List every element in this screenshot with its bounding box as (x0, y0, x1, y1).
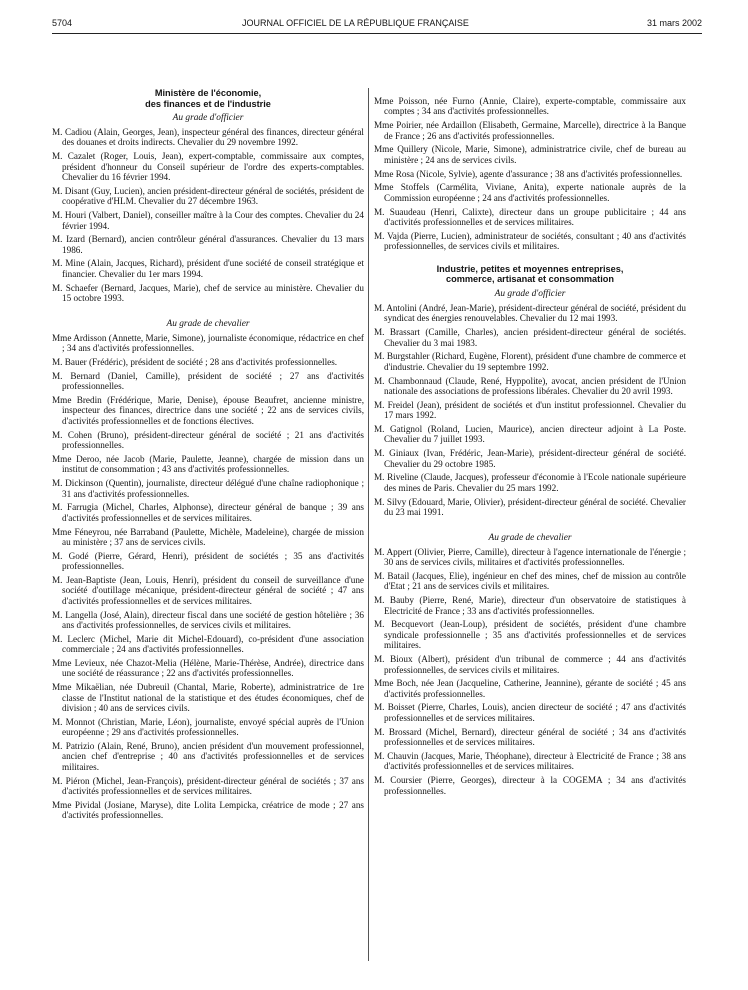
grade-heading-officier: Au grade d'officier (172, 113, 244, 123)
honoree-entry: Mme Boch, née Jean (Jacqueline, Catherine, Jeannine), gérante de société ; 45 ans d'activités professionnelles. (374, 678, 686, 699)
right-column (374, 96, 686, 799)
honoree-entry: M. Boisset (Pierre, Charles, Louis), ancien directeur de société ; 47 ans d'activités professionnelles et de services militaires. (374, 702, 686, 723)
honoree-entry: M. Bioux (Albert), président d'un tribunal de commerce ; 44 ans d'activités professionnelles, de services civils et militaires. (374, 654, 686, 675)
honoree-entry: M. Gatignol (Roland, Lucien, Maurice), ancien directeur adjoint à La Poste. Chevalier du 7 juillet 1993. (374, 423, 686, 445)
honoree-entry: M. Suaudeau (Henri, Calixte), directeur dans un groupe publicitaire ; 44 ans d'activités professionnelles et de services militaires. (374, 206, 686, 228)
officier-list (374, 303, 686, 518)
page-number: 5704 (52, 18, 73, 28)
honoree-entry: M. Cazalet (Roger, Louis, Jean), expert-comptable, commissaire aux comptes, président d'honneur du Conseil supérieur de l'ordre des experts-comptables. Chevalier du 16 février 1994. (52, 151, 364, 183)
honoree-entry: M. Izard (Bernard), ancien contrôleur général d'assurances. Chevalier du 13 mars 1986. (52, 234, 364, 255)
honoree-entry: M. Freidel (Jean), président de sociétés et d'un institut professionnel. Chevalier du 17 mars 1992. (374, 399, 686, 421)
honoree-entry: M. Silvy (Edouard, Marie, Olivier), président-directeur général de société. Chevalier du 23 mai 1991. (374, 496, 686, 518)
honoree-entry: Mme Rosa (Nicole, Sylvie), agente d'assurance ; 38 ans d'activités professionnelles. (374, 168, 683, 179)
grade-heading-chevalier: Au grade de chevalier (488, 532, 572, 543)
section-title-line: Industrie, petites et moyennes entreprises, (436, 263, 624, 274)
honoree-entry: M. Brossard (Michel, Bernard), directeur général de société ; 34 ans d'activités professionnelles et de services militaires. (374, 726, 686, 748)
page-header (52, 18, 702, 32)
honoree-entry: M. Bernard (Daniel, Camille), président de société ; 27 ans d'activités professionnelles. (52, 370, 364, 392)
honoree-entry: Mme Pividal (Josiane, Maryse), dite Lolita Lempicka, créatrice de mode ; 27 ans d'activités professionnelles. (52, 799, 364, 821)
honoree-entry: M. Brassart (Camille, Charles), ancien président-directeur général de sociétés. Chevalier du 3 mai 1983. (374, 327, 686, 348)
honoree-entry: M. Langella (José, Alain), directeur fiscal dans une société de gestion hôtelière ; 36 ans d'activités professionnelles, de services civils et militaires. (52, 609, 364, 631)
honoree-entry: Mme Mikaëlian, née Dubreuil (Chantal, Marie, Roberte), administratrice de 1re classe de l'Institut national de la statistique et des études économiques, chef de division ; 40 ans de services civils. (52, 682, 364, 714)
honoree-entry: M. Burgstahler (Richard, Eugène, Florent), président d'une chambre de commerce et d'industrie. Chevalier du 19 septembre 1992. (374, 351, 686, 372)
chevalier-list (52, 333, 364, 821)
honoree-entry: M. Appert (Olivier, Pierre, Camille), directeur à l'agence internationale de l'énergie ; 30 ans de services civils, militaires et d'activités professionnelles. (374, 546, 686, 568)
honoree-entry: Mme Deroo, née Jacob (Marie, Paulette, Jeanne), chargée de mission dans un institut de consommation ; 43 ans d'activités professionnelles. (52, 453, 364, 475)
honoree-entry: M. Cohen (Bruno), président-directeur général de société ; 21 ans d'activités professionnelles. (52, 429, 364, 451)
grade-heading-officier: Au grade d'officier (494, 288, 566, 299)
honoree-entry: Mme Bredin (Frédérique, Marie, Denise), épouse Beaufret, ancienne ministre, inspecteur des finances, directrice dans une société ; 22 ans de services civils, d'activités professionnelles et de fonctions électives. (52, 395, 364, 426)
honoree-entry: Mme Féneyrou, née Barraband (Paulette, Michèle, Madeleine), chargée de mission au ministère ; 37 ans de services civils. (52, 526, 364, 547)
header-rule (52, 33, 702, 34)
honoree-entry: M. Mine (Alain, Jacques, Richard), président d'une société de conseil stratégique et financier. Chevalier du 1er mars 1994. (52, 258, 364, 279)
honoree-entry: M. Jean-Baptiste (Jean, Louis, Henri), président du conseil de surveillance d'une société d'outillage mécanique, président-directeur général de société ; 47 ans d'activités professionnelles et de services militaires. (52, 574, 364, 606)
honoree-entry: Mme Stoffels (Carmélita, Viviane, Anita), experte nationale auprès de la Commission européenne ; 24 ans d'activités professionnelles. (374, 182, 686, 203)
honoree-entry: Mme Poirier, née Ardaillon (Elisabeth, Germaine, Marcelle), directrice à la Banque de France ; 26 ans d'activités professionnelles. (374, 120, 686, 141)
section-title-line: commerce, artisanat et consommation (446, 274, 614, 285)
honoree-entry: M. Farrugia (Michel, Charles, Alphonse), directeur général de banque ; 39 ans d'activités professionnelles et de services militaires. (52, 502, 364, 523)
honoree-entry: M. Houri (Valbert, Daniel), conseiller maître à la Cour des comptes. Chevalier du 24 février 1994. (52, 210, 364, 231)
honoree-entry: Mme Poisson, née Furno (Annie, Claire), experte-comptable, commissaire aux comptes ; 34 ans d'activités professionnelles. (374, 96, 686, 117)
honoree-entry: M. Monnot (Christian, Marie, Léon), journaliste, envoyé spécial auprès de l'Union européenne ; 29 ans d'activités professionnelles. (52, 716, 364, 738)
honoree-entry: M. Giniaux (Ivan, Frédéric, Jean-Marie), président-directeur général de société. Chevalier du 29 octobre 1985. (374, 448, 686, 469)
issue-date: 31 mars 2002 (646, 18, 702, 28)
honoree-entry: M. Leclerc (Michel, Marie dit Michel-Edouard), co-président d'une association commerciale ; 24 ans d'activités professionnelles. (52, 633, 364, 655)
honoree-entry: M. Vajda (Pierre, Lucien), administrateur de sociétés, consultant ; 40 ans d'activités professionnelles, de services civils et militaires. (374, 230, 686, 252)
honoree-entry: Mme Quillery (Nicole, Marie, Simone), administratrice civile, chef de bureau au ministère ; 24 ans de services civils. (374, 144, 686, 165)
honoree-entry: M. Coursier (Pierre, Georges), directeur à la COGEMA ; 34 ans d'activités professionnelles. (374, 775, 686, 796)
section-title-line: des finances et de l'industrie (145, 98, 271, 109)
honoree-entry: M. Antolini (André, Jean-Marie), président-directeur général de société, président du syndicat des énergies renouvelables. Chevalier du 12 mai 1993. (374, 302, 687, 324)
honoree-entry: M. Cadiou (Alain, Georges, Jean), inspecteur général des finances, directeur général des douanes et droits indirects. Chevalier du 29 novembre 1992. (52, 127, 364, 148)
journal-title: JOURNAL OFFICIEL DE LA RÉPUBLIQUE FRANÇAISE (242, 18, 469, 28)
section-title-line: Ministère de l'économie, (154, 88, 262, 98)
officier-list (52, 127, 364, 304)
honoree-entry: M. Dickinson (Quentin), journaliste, directeur délégué d'une chaîne radiophonique ; 31 ans d'activités professionnelles. (52, 478, 364, 499)
honoree-entry: Mme Levieux, née Chazot-Melia (Hélène, Marie-Thérèse, Andrée), directrice dans une société de réassurance ; 22 ans d'activités professionnelles. (52, 657, 364, 679)
honoree-entry: M. Riveline (Claude, Jacques), professeur d'économie à l'Ecole nationale supérieure des mines de Paris. Chevalier du 25 mars 1992. (374, 472, 686, 493)
left-column (52, 88, 364, 824)
column-divider (368, 88, 369, 961)
honoree-entry: M. Chambonnaud (Claude, René, Hyppolite), avocat, ancien président de l'Union nationale des associations de professions libérales. Chevalier du 20 avril 1993. (374, 375, 686, 397)
section-title (58, 88, 358, 109)
honoree-entry: M. Disant (Guy, Lucien), ancien président-directeur général de sociétés, président de coopérative d'HLM. Chevalier du 27 décembre 1963. (52, 185, 364, 207)
section-title (380, 264, 680, 285)
honoree-entry: M. Patrizio (Alain, René, Bruno), ancien président d'un mouvement professionnel, ancien chef d'entreprise ; 40 ans d'activités professionnelles et de services militaires. (52, 741, 364, 772)
chevalier-list (374, 547, 686, 796)
honoree-entry: M. Piéron (Michel, Jean-François), président-directeur général de sociétés ; 37 ans d'activités professionnelles et de services militaires. (52, 775, 364, 797)
continuation-list (374, 96, 686, 252)
grade-heading-chevalier: Au grade de chevalier (166, 318, 250, 329)
honoree-entry: Mme Ardisson (Annette, Marie, Simone), journaliste économique, rédactrice en chef ; 34 ans d'activités professionnelles. (52, 332, 364, 354)
honoree-entry: M. Chauvin (Jacques, Marie, Théophane), directeur à Electricité de France ; 38 ans d'activités professionnelles et de services militaires. (374, 750, 686, 772)
honoree-entry: M. Batail (Jacques, Elie), ingénieur en chef des mines, chef de mission au contrôle d'Etat ; 21 ans de services civils et militaires. (374, 571, 686, 592)
honoree-entry: M. Bauby (Pierre, René, Marie), directeur d'un observatoire de statistiques à Electricité de France ; 33 ans d'activités professionnelles. (374, 595, 686, 616)
honoree-entry: M. Godé (Pierre, Gérard, Henri), président de sociétés ; 35 ans d'activités professionnelles. (52, 550, 364, 572)
honoree-entry: M. Schaefer (Bernard, Jacques, Marie), chef de service au ministère. Chevalier du 15 octobre 1993. (52, 282, 364, 304)
honoree-entry: M. Becquevort (Jean-Loup), président de sociétés, président d'une chambre syndicale professionnelle ; 35 ans d'activités professionnelles et de services militaires. (374, 619, 686, 651)
honoree-entry: M. Bauer (Frédéric), président de société ; 28 ans d'activités professionnelles. (52, 357, 338, 368)
